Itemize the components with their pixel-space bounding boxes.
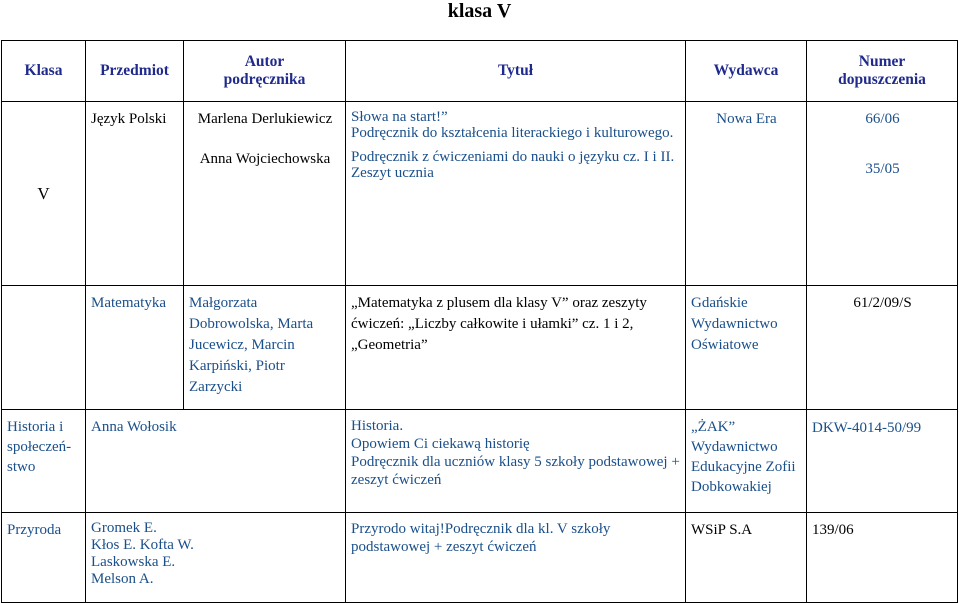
tytul-line: Historia. (351, 418, 404, 434)
autor-name: Kłos E. Kofta W. (91, 537, 194, 553)
autor-name: Melson A. (91, 571, 154, 587)
autor-name: Gromek E. (91, 520, 157, 536)
header-numer (807, 41, 958, 102)
header-row (2, 41, 958, 102)
header-autor (184, 41, 346, 102)
numer-cell: 61/2/09/S (807, 286, 958, 410)
tytul-cell: „Matematyka z plusem dla klasy V” oraz zeszyty ćwiczeń: „Liczby całkowite i ułamki” cz. 1 i 2, „Geometria” (346, 286, 686, 410)
autor-cell: Małgorzata Dobrowolska, Marta Jucewicz, Marcin Karpiński, Piotr Zarzycki (184, 286, 346, 410)
klasa-cell: V (2, 102, 86, 286)
autor-cell (184, 102, 346, 286)
table-row (2, 410, 958, 513)
table-row (2, 102, 958, 286)
autor-cell: Anna Wołosik (86, 410, 346, 513)
tytul-line: Opowiem Ci ciekawą historię (351, 436, 530, 452)
tytul-cell: Przyrodo witaj!Podręcznik dla kl. V szkoły podstawowej + zeszyt ćwiczeń (346, 513, 686, 603)
wydawca-cell: „ŻAK” Wydawnictwo Edukacyjne Zofii Dobkowakiej (686, 410, 807, 513)
page-title: klasa V (447, 0, 512, 22)
wydawca-cell: WSiP S.A (686, 513, 807, 603)
numer-cell: DKW-4014-50/99 (807, 410, 958, 513)
wydawca-cell: Nowa Era (686, 102, 807, 286)
tytul-line: Podręcznik z ćwiczeniami do nauki o języku cz. I i II. (351, 149, 675, 165)
numer-value: 35/05 (865, 161, 900, 177)
header-tytul: Tytuł (346, 41, 686, 102)
autor-name: Marlena Derlukiewicz (197, 111, 333, 127)
klasa-cell: Przyroda (2, 513, 86, 603)
tytul-line: Zeszyt ucznia (351, 165, 434, 181)
header-numer-line2: dopuszczenia (838, 71, 926, 88)
header-autor-line1: Autor (244, 53, 285, 70)
textbook-table (1, 40, 958, 603)
tytul-line: Podręcznik dla uczniów klasy 5 szkoły podstawowej + zeszyt ćwiczeń (351, 454, 680, 488)
tytul-cell (346, 410, 686, 513)
przedmiot-cell: Matematyka (86, 286, 184, 410)
numer-cell (807, 102, 958, 286)
klasa-cell (2, 286, 86, 410)
header-przedmiot: Przedmiot (86, 41, 184, 102)
autor-name: Anna Wojciechowska (199, 151, 331, 167)
numer-cell: 139/06 (807, 513, 958, 603)
table-row (2, 513, 958, 603)
autor-name: Laskowska E. (91, 554, 176, 570)
header-klasa: Klasa (2, 41, 86, 102)
tytul-cell (346, 102, 686, 286)
header-numer-line1: Numer (858, 53, 906, 70)
table-row (2, 286, 958, 410)
przedmiot-cell: Język Polski (86, 102, 184, 286)
numer-value: 66/06 (865, 111, 900, 127)
tytul-line: Podręcznik do kształcenia literackiego i kulturowego. (351, 125, 674, 141)
klasa-cell: Historia i społeczeń-stwo (2, 410, 86, 513)
header-wydawca: Wydawca (686, 41, 807, 102)
autor-cell (86, 513, 346, 603)
header-autor-line2: podręcznika (223, 71, 306, 88)
tytul-line: Słowa na start!” (351, 109, 448, 125)
wydawca-cell: Gdańskie Wydawnictwo Oświatowe (686, 286, 807, 410)
